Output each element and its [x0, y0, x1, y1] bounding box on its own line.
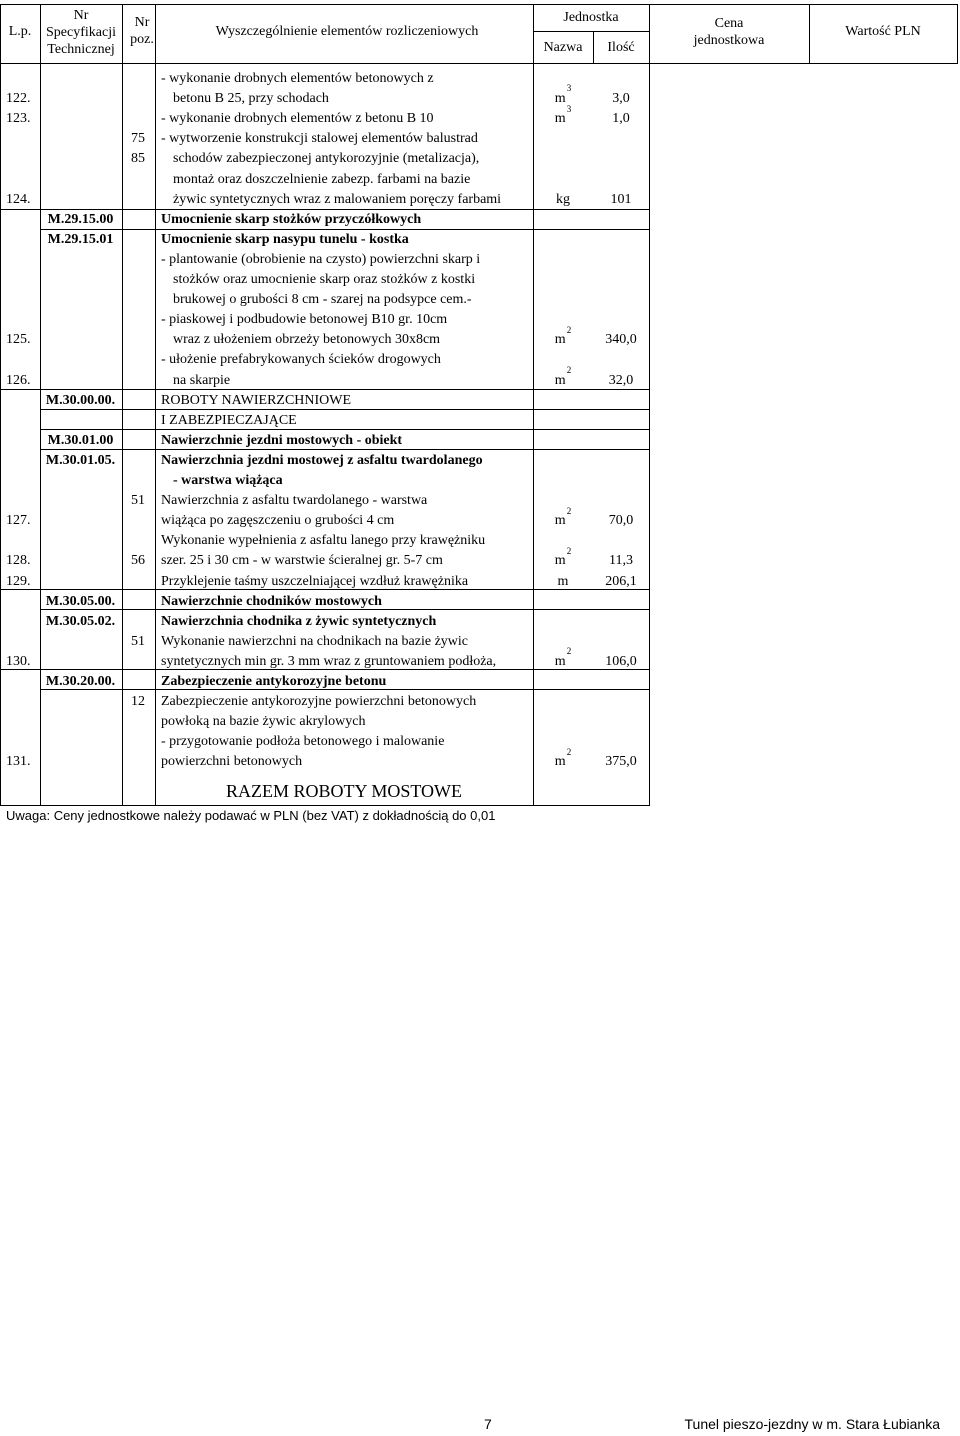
row-quantity: 106,0 [605, 653, 637, 669]
table-row [0, 391, 650, 411]
row-unit-exponent: 2 [566, 646, 572, 657]
row-description: - piaskowej i podbudowie betonowej B10 gr. 10cm [161, 312, 448, 328]
table-row [0, 411, 650, 431]
row-unit-exponent: 2 [566, 364, 572, 375]
table-row [0, 210, 650, 230]
row-quantity: 1,0 [612, 111, 630, 127]
row-description: - wykonanie drobnych elementów betonowych z [161, 71, 434, 86]
row-quantity: 101 [610, 191, 632, 207]
table-row [0, 129, 650, 149]
table-row [0, 572, 650, 592]
table-row [0, 190, 650, 210]
row-position-number: 85 [131, 151, 145, 167]
row-unit-exponent: 2 [566, 505, 572, 516]
page-number: 7 [484, 1416, 492, 1432]
row-unit [534, 190, 592, 210]
row-description: betonu B 25, przy schodach [173, 91, 329, 107]
row-description: Wykonanie wypełnienia z asfaltu lanego przy krawężniku [161, 533, 486, 549]
row-description: - plantowanie (obrobienie na czysto) powierzchni skarp i [161, 251, 481, 267]
header-value: Wartość PLN [845, 24, 921, 39]
table-row [0, 431, 650, 451]
table-row [0, 612, 650, 632]
table-row [0, 746, 650, 772]
header-price [649, 15, 809, 49]
row-description: schodów zabezpieczonej antykorozyjnie (metalizacja), [173, 151, 480, 167]
table-row [0, 364, 650, 391]
row-quantity: 32,0 [608, 372, 634, 388]
row-description: montaż oraz doszczelnienie zabezp. farbami na bazie [173, 171, 471, 187]
row-description: syntetycznych min gr. 3 mm wraz z gruntowaniem podłoża, [161, 653, 497, 669]
header-poz-line-1: Nr [134, 15, 150, 30]
row-unit-symbol: m [554, 91, 566, 107]
row-unit-exponent: 2 [566, 545, 572, 556]
table-bottom-border [0, 805, 650, 806]
row-description: Zabezpieczenie antykorozyjne powierzchni betonowych [161, 694, 477, 710]
row-description: - wykonanie drobnych elementów z betonu B 10 [161, 111, 434, 127]
table-row [0, 149, 650, 169]
row-spec-code: M.30.20.00. [45, 674, 116, 689]
row-spec-code: M.30.01.00 [47, 432, 114, 448]
table-row [0, 270, 650, 290]
row-quantity: 70,0 [608, 513, 634, 529]
row-description: Nawierzchnia jezdni mostowej z asfaltu twardolanego [161, 452, 483, 468]
table-row [0, 672, 650, 692]
header-price-line-1: Cena [714, 16, 744, 31]
row-lp: 126. [6, 372, 31, 388]
row-description: - warstwa wiążąca [173, 473, 283, 488]
row-description: I ZABEZPIECZAJĄCE [161, 412, 297, 428]
row-unit-exponent: 2 [566, 746, 572, 757]
row-position-number: 56 [131, 553, 145, 569]
row-description: Nawierzchnia z asfaltu twardolanego - warstwa [161, 493, 428, 509]
row-unit [534, 364, 592, 391]
row-quantity: 375,0 [605, 754, 637, 770]
row-unit-symbol: m [554, 332, 566, 348]
row-description: Nawierzchnia chodnika z żywic syntetycznych [161, 613, 437, 629]
row-description: brukowej o grubości 8 cm - szarej na podsypce cem.- [173, 292, 472, 308]
row-unit-exponent: 2 [566, 324, 572, 335]
row-description: Zabezpieczenie antykorozyjne betonu [161, 674, 387, 689]
row-unit [534, 505, 592, 531]
table-top-border [0, 4, 958, 5]
row-description: Wykonanie nawierzchni na chodnikach na bazie żywic [161, 633, 469, 649]
row-quantity: 11,3 [609, 553, 633, 569]
document-title: Tunel pieszo-jezdny w m. Stara Łubianka [684, 1416, 940, 1432]
row-lp: 124. [6, 191, 31, 207]
row-lp: 131. [6, 754, 31, 770]
row-unit [534, 103, 592, 129]
row-description: wraz z ułożeniem obrzeży betonowych 30x8cm [173, 332, 441, 348]
row-position-number: 75 [131, 131, 145, 147]
header-bottom-border [0, 63, 958, 64]
col-border-price [809, 4, 810, 64]
table-row [0, 646, 650, 672]
row-unit [534, 746, 592, 772]
row-spec-code: M.30.01.05. [45, 452, 116, 468]
header-description: Wyszczególnienie elementów rozliczeniowych [215, 24, 479, 39]
row-unit [534, 324, 592, 350]
row-description: - wytworzenie konstrukcji stalowej elementów balustrad [161, 131, 478, 147]
row-unit-symbol: m [554, 754, 566, 770]
table-row [0, 732, 650, 752]
unit-group-divider [533, 31, 649, 32]
row-spec-code: M.29.15.01 [47, 231, 114, 247]
header-price-line-2: jednostkowa [693, 33, 765, 48]
row-description: na skarpie [173, 372, 231, 388]
row-unit [534, 545, 592, 571]
row-description: szer. 25 i 30 cm - w warstwie ścieralnej gr. 5-7 cm [161, 553, 443, 569]
row-unit-symbol: m [554, 111, 566, 127]
row-spec-code: M.29.15.00 [47, 211, 114, 227]
header-lp: L.p. [8, 24, 32, 39]
row-description: stożków oraz umocnienie skarp oraz stożków z kostki [173, 272, 476, 287]
row-unit-symbol: m [554, 372, 566, 388]
row-quantity: 206,1 [605, 573, 637, 589]
table-row [0, 350, 650, 370]
table-row [0, 290, 650, 310]
row-description: wiążąca po zagęszczeniu o grubości 4 cm [161, 513, 395, 529]
table-row [0, 69, 650, 89]
header-spec-line-3: Technicznej [47, 42, 115, 57]
table-row [0, 83, 650, 109]
row-quantity: 340,0 [605, 332, 637, 348]
table-row [0, 491, 650, 511]
row-position-number: 51 [131, 493, 145, 509]
row-lp: 125. [6, 332, 31, 348]
row-unit-symbol: m [557, 573, 569, 589]
row-lp: 123. [6, 111, 31, 127]
row-lp: 129. [6, 573, 31, 589]
col-border-right [957, 4, 958, 64]
table-row [0, 592, 650, 612]
header-unit-qty: Ilość [607, 40, 635, 55]
row-description: - przygotowanie podłoża betonowego i malowanie [161, 734, 445, 750]
table-row [0, 103, 650, 129]
row-unit [534, 83, 592, 109]
row-description: Umocnienie skarp stożków przyczółkowych [161, 211, 422, 227]
price-note: Uwaga: Ceny jednostkowe należy podawać w PLN (bez VAT) z dokładnością do 0,01 [6, 808, 496, 823]
table-row [0, 310, 650, 330]
header-spec-line-1: Nr [73, 8, 89, 23]
row-quantity: 3,0 [612, 91, 630, 107]
table-row [0, 545, 650, 571]
row-description: Umocnienie skarp nasypu tunelu - kostka [161, 231, 409, 247]
table-row [0, 505, 650, 531]
header-spec-line-2: Specyfikacji [46, 25, 116, 40]
row-spec-code: M.30.00.00. [45, 392, 116, 408]
row-description: Nawierzchnie chodników mostowych [161, 593, 382, 609]
row-unit-symbol: m [554, 653, 566, 669]
row-unit-exponent: 3 [566, 83, 572, 94]
row-description: Nawierzchnie jezdni mostowych - obiekt [161, 432, 403, 448]
header-poz-line-2: poz. [130, 32, 154, 47]
table-row [0, 692, 650, 712]
table-row [0, 531, 650, 551]
row-lp: 127. [6, 513, 31, 529]
row-lp: 128. [6, 553, 31, 569]
row-spec-code: M.30.05.00. [45, 593, 116, 609]
row-unit-symbol: kg [556, 191, 570, 207]
table-row [0, 471, 650, 491]
summary-total-label: RAZEM ROBOTY MOSTOWE [226, 781, 463, 801]
header-unit-group: Jednostka [563, 10, 619, 25]
header-spec [40, 7, 122, 58]
row-position-number: 51 [131, 633, 145, 649]
table-row [0, 250, 650, 270]
table-row [0, 230, 650, 250]
table-row [0, 170, 650, 190]
table-row [0, 632, 650, 652]
row-lp: 130. [6, 653, 31, 669]
header-poz [122, 14, 162, 48]
row-description: żywic syntetycznych wraz z malowaniem poręczy farbami [173, 191, 502, 207]
row-unit [534, 572, 592, 592]
row-lp: 122. [6, 91, 31, 107]
table-row [0, 451, 650, 471]
col-border-unit [593, 31, 594, 64]
header-unit-name: Nazwa [543, 40, 583, 55]
row-description: - ułożenie prefabrykowanych ścieków drogowych [161, 352, 441, 368]
table-row [0, 712, 650, 732]
row-unit [534, 646, 592, 672]
row-description: ROBOTY NAWIERZCHNIOWE [161, 392, 352, 408]
row-spec-code: M.30.05.02. [45, 613, 116, 629]
table-row [0, 324, 650, 350]
row-unit-symbol: m [554, 513, 566, 529]
row-position-number: 12 [131, 694, 145, 710]
row-description: powłoką na bazie żywic akrylowych [161, 714, 366, 730]
row-description: Przyklejenie taśmy uszczelniającej wzdłuż krawężnika [161, 573, 469, 589]
row-unit-exponent: 3 [566, 103, 572, 114]
row-description: powierzchni betonowych [161, 754, 303, 770]
row-unit-symbol: m [554, 553, 566, 569]
